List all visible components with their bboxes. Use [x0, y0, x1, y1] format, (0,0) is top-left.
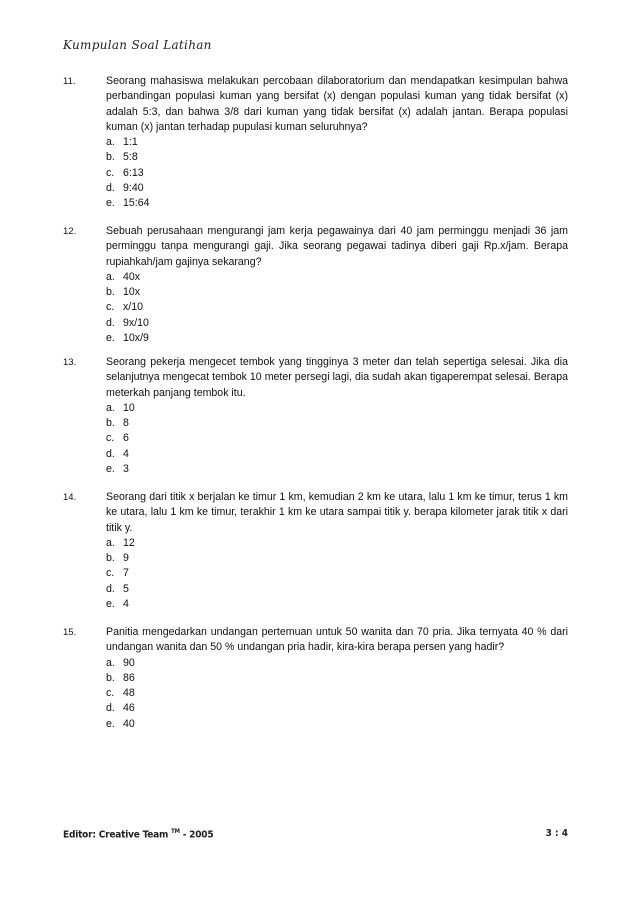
question-number: 14. [63, 492, 77, 503]
question-item [63, 490, 568, 612]
page-header: Kumpulan Soal Latihan [63, 38, 212, 52]
question-item [63, 355, 568, 477]
answer-option: c. 7 [106, 567, 129, 580]
answer-option: c. 6:13 [106, 166, 144, 179]
answer-option: b. 9 [106, 552, 129, 565]
answer-option: c. x/10 [106, 301, 144, 314]
answer-option: b. 10x [106, 286, 141, 299]
answer-option: e. 10x/9 [106, 332, 149, 345]
answer-option: e. 4 [106, 598, 129, 611]
answer-option: a. 90 [106, 656, 135, 669]
question-number: 12. [63, 226, 77, 237]
answer-option: a. 10 [106, 401, 135, 414]
answer-option: e. 40 [106, 717, 135, 730]
answer-option: d. 46 [106, 702, 135, 715]
answer-option: b. 8 [106, 417, 129, 430]
question-item [63, 625, 568, 732]
question-text: Seorang mahasiswa melakukan percobaan dilaboratorium dan mendapatkan kesimpulan bahwa perbandingan populasi kuman yang bersifat (x) dengan populasi kuman yang tidak bersifat (x) adalah 5:3, dan bahwa 3/8 dari kuman yang tidak bersifat (x) adalah jantan. Berapa populasi kuman (x) jantan terhadap pupulasi kuman seluruhnya? [106, 75, 568, 133]
question-text: Sebuah perusahaan mengurangi jam kerja pegawainya dari 40 jam perminggu menjadi 36 jam perminggu tanpa mengurangi gaji. Jika seorang pegawai tadinya diberi gaji Rp.x/jam. Berapa rupiahkah/jam gajinya sekarang? [106, 225, 568, 268]
answer-option: d. 5 [106, 582, 129, 595]
answer-option: d. 9:40 [106, 182, 144, 195]
answer-option: b. 86 [106, 671, 135, 684]
answer-option: a. 12 [106, 536, 135, 549]
answer-option: d. 4 [106, 447, 129, 460]
question-text: Seorang dari titik x berjalan ke timur 1 km, kemudian 2 km ke utara, lalu 1 km ke timur, terus 1 km ke utara, lalu 1 km ke timur, terakhir 1 km ke utara sampai titik y. berapa kilometer jarak titik x dari titik y. [106, 491, 568, 534]
answer-option: a. 1:1 [106, 136, 138, 149]
answer-option: b. 5:8 [106, 151, 138, 164]
answer-option: e. 3 [106, 463, 129, 476]
question-text: Seorang pekerja mengecet tembok yang tingginya 3 meter dan telah sepertiga selesai. Jika dia selanjutnya mengecat tembok 10 meter persegi lagi, dia sudah akan tigaperempat selesai. Berapa meterkah panjang tembok itu. [106, 356, 568, 399]
answer-option: c. 48 [106, 687, 135, 700]
answer-option: e. 15:64 [106, 197, 150, 210]
answer-option: c. 6 [106, 432, 129, 445]
answer-option: d. 9x/10 [106, 316, 149, 329]
page-number: 3 : 4 [545, 828, 568, 839]
question-number: 13. [63, 357, 77, 368]
question-item [63, 224, 568, 346]
question-number: 11. [63, 76, 76, 87]
footer-editor: Editor: Creative Team ™ - 2005 [63, 828, 214, 841]
question-item [63, 74, 568, 212]
question-text: Panitia mengedarkan undangan pertemuan untuk 50 wanita dan 70 pria. Jika ternyata 40 % dari undangan wanita dan 50 % undangan pria hadir, kira-kira berapa persen yang hadir? [106, 626, 568, 654]
question-number: 15. [63, 627, 77, 638]
answer-option: a. 40x [106, 270, 141, 283]
